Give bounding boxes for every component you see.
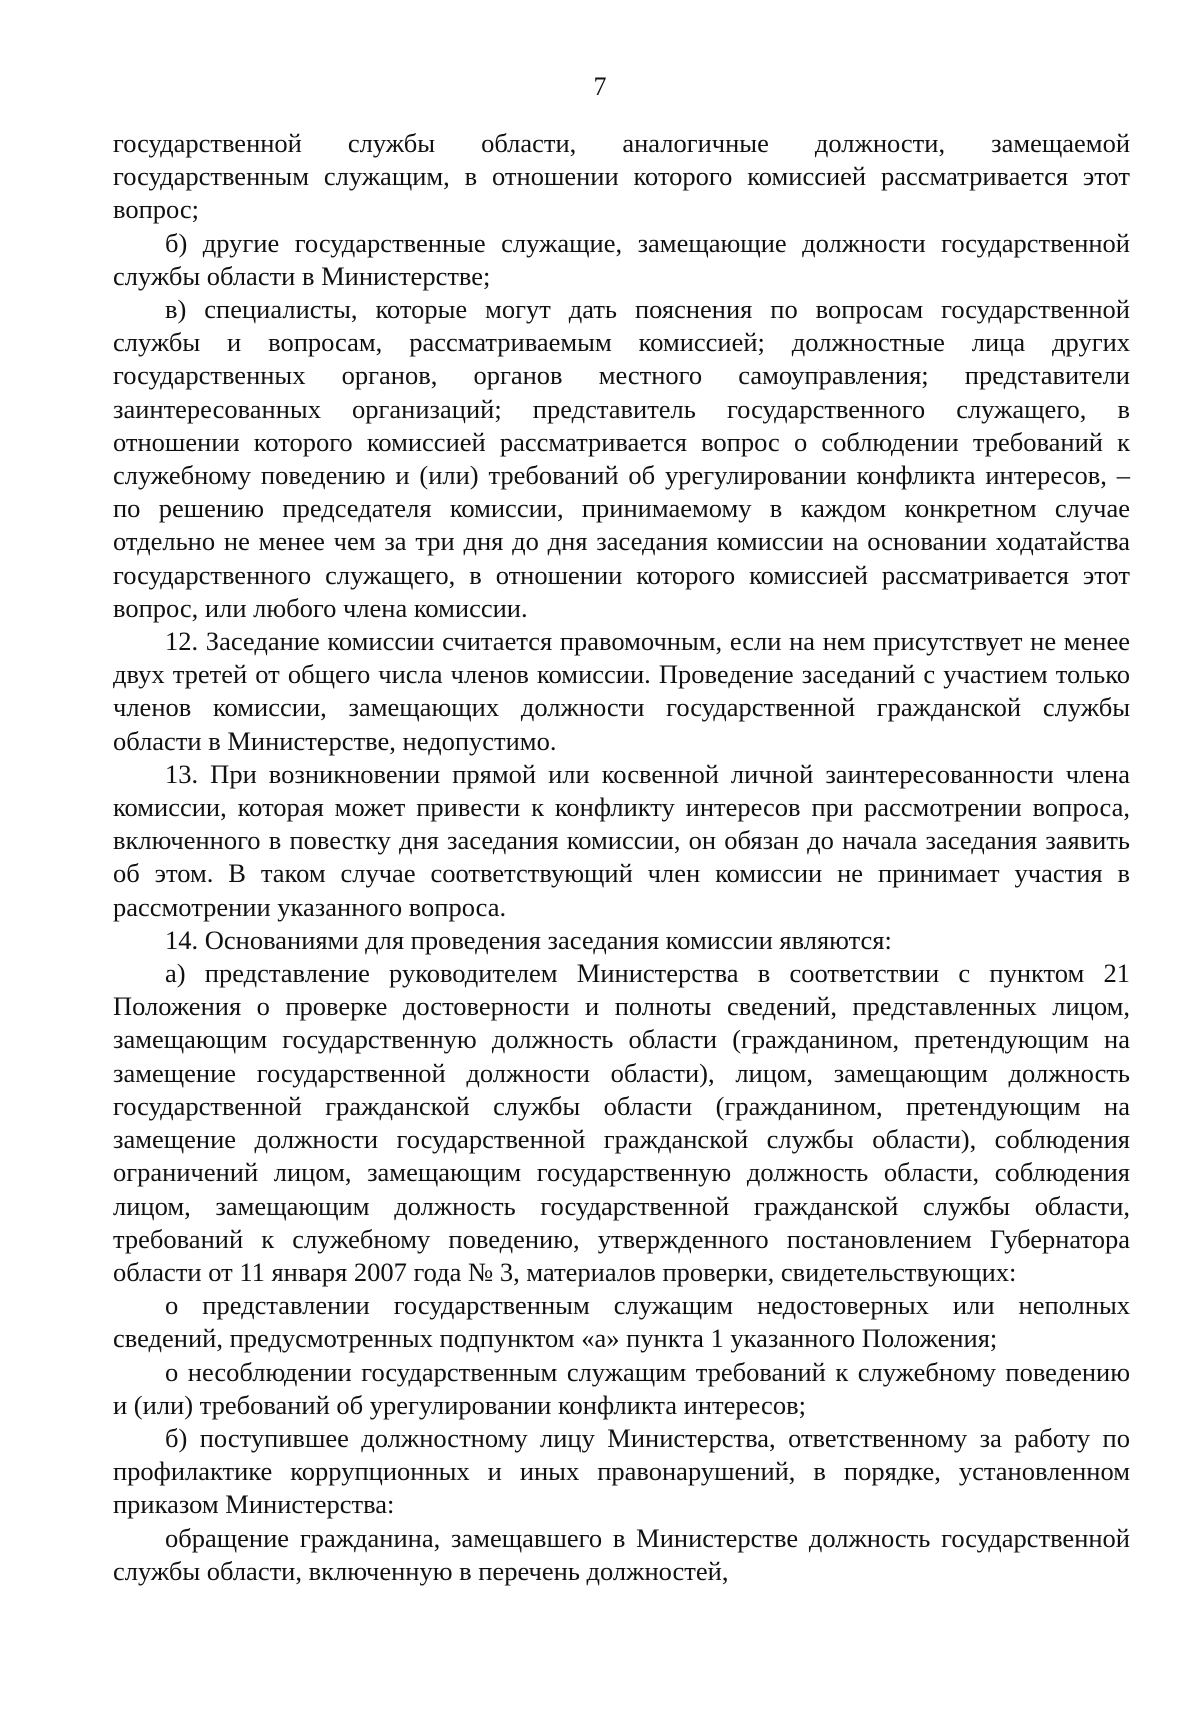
paragraph: в) специалисты, которые могут дать пояснения по вопросам государственной службы и вопросам, рассматриваемым комиссией; должностные лица других государственных органов, органов местного самоуправления; представители заинтересованных организаций; представитель государственного служащего, в отношении которого комиссией рассматривается вопрос о соблюдении требований к служебному поведению и (или) требований об урегулировании конфликта интересов, – по решению председателя комиссии, принимаемому в каждом конкретном случае отдельно не менее чем за три дня до дня заседания комиссии на основании ходатайства государственного служащего, в отношении которого комиссией рассматривается этот вопрос, или любого члена комиссии. — [113, 294, 1130, 623]
paragraph: 12. Заседание комиссии считается правомочным, если на нем присутствует не менее двух третей от общего числа членов комиссии. Проведение заседаний с участием только членов комиссии, замещающих должности государственной гражданской службы области в Министерстве, недопустимо. — [113, 626, 1130, 756]
paragraph: б) поступившее должностному лицу Министерства, ответственному за работу по профилактике коррупционных и иных правонарушений, в порядке, установленном приказом Министерства: — [113, 1422, 1130, 1520]
paragraph: о несоблюдении государственным служащим требований к служебному поведению и (или) требований об урегулировании конфликта интересов; — [113, 1356, 1130, 1420]
paragraph: 13. При возникновении прямой или косвенной личной заинтересованности члена комиссии, которая может привести к конфликту интересов при рассмотрении вопроса, включенного в повестку дня заседания комиссии, он обязан до начала заседания заявить об этом. В таком случае соответствующий член комиссии не принимает участия в рассмотрении указанного вопроса. — [113, 758, 1130, 922]
paragraph: 14. Основаниями для проведения заседания комиссии являются: — [165, 924, 892, 955]
page-number: 7 — [593, 72, 607, 101]
paragraph: о представлении государственным служащим недостоверных или неполных сведений, предусмотренных подпунктом «а» пункта 1 указанного Положения; — [113, 1290, 1130, 1354]
paragraph: государственной службы области, аналогичные должности, замещаемой государственным служащим, в отношении которого комиссией рассматривается этот вопрос; — [113, 128, 1130, 225]
paragraph: а) представление руководителем Министерства в соответствии с пунктом 21 Положения о проверке достоверности и полноты сведений, представленных лицом, замещающим государственную должность области (гражданином, претендующим на замещение государственной должности области), лицом, замещающим должность государственной гражданской службы области (гражданином, претендующим на замещение должности государственной гражданской службы области), соблюдения ограничений лицом, замещающим государственную должность области, соблюдения лицом, замещающим должность государственной гражданской службы области, требований к служебному поведению, утвержденного постановлением Губернатора области от 11 января 2007 года № 3, материалов проверки, свидетельствующих: — [113, 958, 1130, 1287]
paragraph: б) другие государственные служащие, замещающие должности государственной службы области в Министерстве; — [113, 227, 1130, 291]
document-body — [113, 127, 1130, 1588]
paragraph: обращение гражданина, замещавшего в Министерстве должность государственной службы области, включенную в перечень должностей, — [113, 1522, 1130, 1586]
